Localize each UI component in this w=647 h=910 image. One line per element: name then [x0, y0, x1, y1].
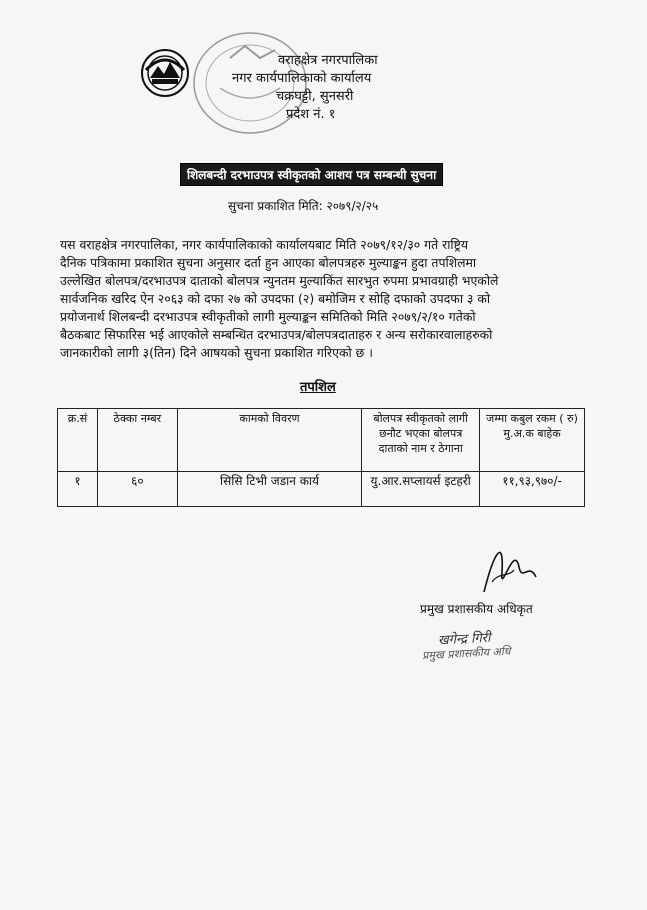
body-line: सार्वजनिक खरिद ऐन २०६३ को दफा २७ को उपदफा (२) बमोजिम र सोहि दफाको उपदफा ३ को — [60, 291, 491, 306]
body-line: प्रयोजनार्थ शिलबन्दी दरभाउपत्र स्वीकृतीको लागी मुल्याङ्कन समितिको मिति २०७९/२/१० गतेको — [60, 309, 476, 324]
cell-contract-no: ६० — [97, 472, 177, 507]
cell-amount: ११,९३,९७०/- — [480, 472, 585, 507]
table-header-row — [58, 409, 585, 472]
office-address: चक्रघट्टी, सुनसरी — [276, 89, 354, 104]
province: प्रदेश नं. १ — [286, 107, 336, 122]
cell-serial: १ — [58, 472, 98, 507]
municipality-name: वराहक्षेत्र नगरपालिका — [278, 53, 378, 68]
body-line: जानकारीको लागी ३(तिन) दिने आषयको सुचना प्रकाशित गरिएको छ । — [60, 345, 373, 360]
details-heading: तपशिल — [300, 380, 336, 395]
header-work-description: कामको विवरण — [177, 409, 361, 472]
signature-icon — [474, 532, 544, 602]
officer-name: खगेन्द्र गिरी — [437, 630, 491, 649]
header-amount: जम्मा कबुल रकम ( रु) मु.अ.क बाहेक — [480, 409, 585, 472]
body-line: बैठकबाट सिफारिस भई आएकोले सम्बन्धित दरभाउपत्र/बोलपत्रदाताहरु र अन्य सरोकारवालाहरुको — [60, 327, 493, 342]
cell-bidder: यु.आर.सप्लायर्स इटहरी — [362, 472, 480, 507]
letterhead — [220, 52, 440, 124]
header-contract-no: ठेक्का नम्बर — [97, 409, 177, 472]
notice-body — [60, 236, 588, 362]
body-line: दैनिक पत्रिकामा प्रकाशित सुचना अनुसार दर्ता हुन आएका बोलपत्रहरु मुल्याङ्कन हुदा तपशिलमा — [60, 255, 477, 270]
header-bidder: बोलपत्र स्वीकृतको लागी छनौट भएका बोलपत्र दाताको नाम र ठेगाना — [362, 409, 480, 472]
office-name: नगर कार्यपालिकाको कार्यालय — [232, 71, 372, 86]
header-serial: क्र.सं — [58, 409, 98, 472]
body-line: यस वराहक्षेत्र नगरपालिका, नगर कार्यपालिकाको कार्यालयबाट मिति २०७९/१२/३० गते राष्ट्रिय — [60, 237, 469, 252]
municipality-emblem-icon — [140, 48, 190, 98]
table-row — [58, 472, 585, 507]
cell-work-description: सिसि टिभी जडान कार्य — [177, 472, 361, 507]
publish-date: सुचना प्रकाशित मिति: २०७९/२/२५ — [228, 199, 379, 213]
officer-handwritten-title: प्रमुख प्रशासकीय अधि — [421, 644, 511, 663]
body-line: उल्लेखित बोलपत्र/दरभाउपत्र दाताको बोलपत्र न्युनतम मुल्याकिंत सारभुत रुपमा प्रभावग्राही भएकोले — [60, 273, 499, 288]
details-table — [57, 408, 585, 507]
officer-title: प्रमुख प्रशासकीय अधिकृत — [420, 602, 533, 616]
notice-subject: शिलबन्दी दरभाउपत्र स्वीकृतको आशय पत्र सम्बन्धी सुचना — [180, 163, 443, 186]
